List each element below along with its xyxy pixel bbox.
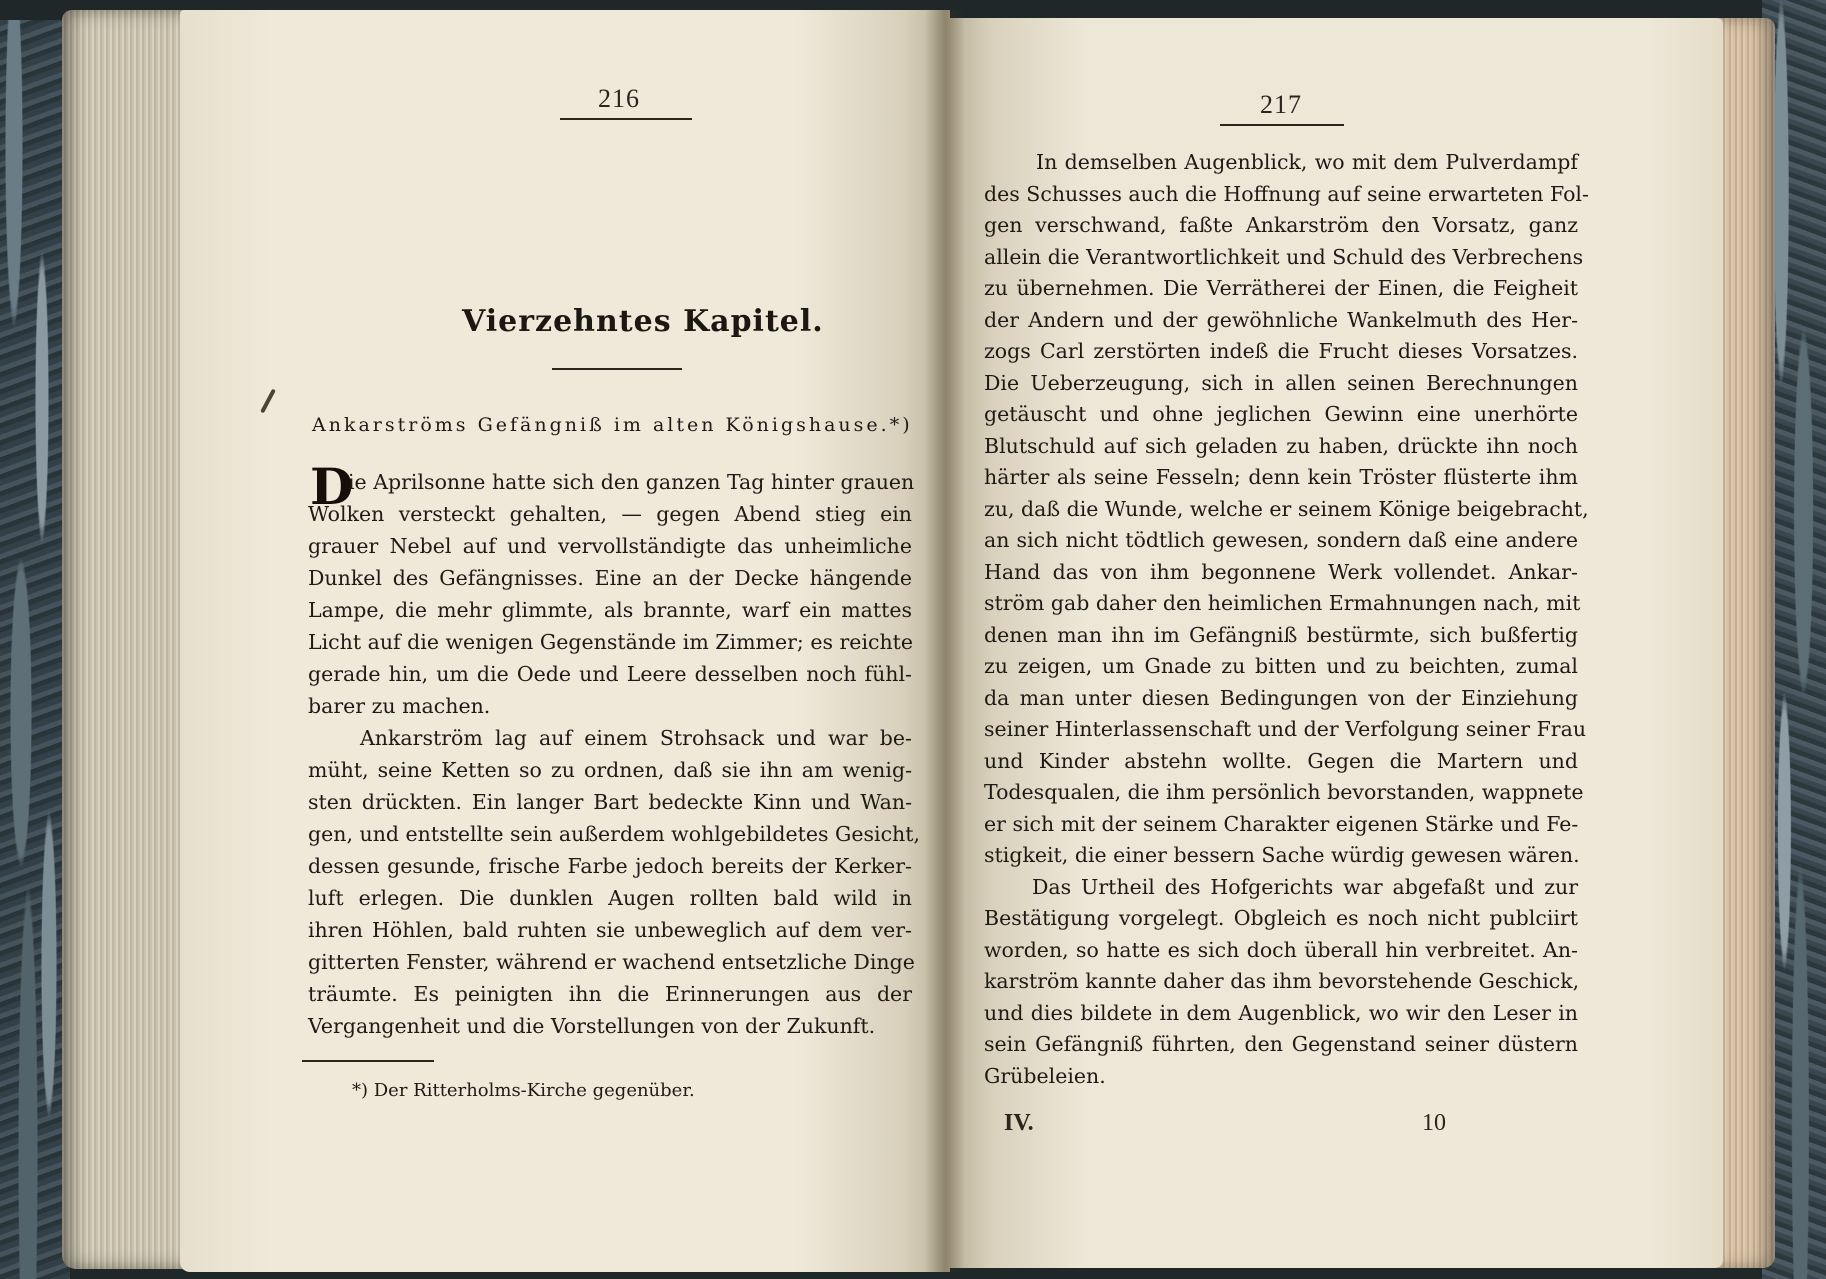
signature-volume: IV.	[1004, 1110, 1034, 1136]
right-page-number: 217	[1260, 90, 1302, 119]
text-line: und dies bildete in dem Augenblick, wo wir den Leser in	[984, 1000, 1578, 1025]
text-line: Hand das von ihm begonnene Werk vollendet. Ankar-	[984, 559, 1578, 584]
chapter-title-rule	[552, 368, 682, 370]
text-line: worden, so hatte es sich doch überall hin verbreitet. An-	[984, 937, 1578, 962]
page-block-left	[62, 10, 192, 1269]
text-line: karström kannte daher das ihm bevorstehende Geschick,	[984, 969, 1580, 993]
text-line: gerade hin, um die Oede und Leere desselben noch fühl-	[308, 662, 912, 686]
book-gutter	[925, 10, 965, 1272]
text-line: getäuscht und ohne jeglichen Gewinn eine unerhörte	[984, 402, 1578, 426]
text-line: ie Aprilsonne hatte sich den ganzen Tag hinter grauen	[348, 470, 915, 494]
page-block-right	[1715, 18, 1775, 1268]
text-line: denen man ihn im Gefängniß bestürmte, sich bußfertig	[984, 622, 1578, 647]
footnote-rule	[302, 1060, 434, 1062]
text-line: Vergangenheit und die Vorstellungen von der Zukunft.	[308, 1014, 876, 1038]
text-line: zogs Carl zerstörten indeß die Frucht dieses Vorsatzes.	[984, 339, 1578, 363]
text-line: grauer Nebel auf und vervollständigte das unheimliche	[308, 534, 912, 558]
drop-cap: D	[310, 457, 354, 516]
text-line: Ankarström lag auf einem Strohsack und war be-	[360, 726, 912, 750]
text-line: seiner Hinterlassenschaft und der Verfolgung seiner Frau	[984, 717, 1587, 741]
text-line: Bestätigung vorgelegt. Obgleich es noch nicht publciirt	[984, 906, 1578, 930]
text-line: ström gab daher den heimlichen Ermahnungen nach, mit	[984, 591, 1581, 615]
text-line: Die Ueberzeugung, sich in allen seinen Berechnungen	[984, 370, 1578, 395]
text-line: Todesqualen, die ihm persönlich bevorstanden, wappnete	[984, 780, 1584, 804]
text-line: an sich nicht tödtlich gewesen, sondern daß eine andere	[984, 528, 1578, 552]
text-line: Wolken versteckt gehalten, — gegen Abend stieg ein	[308, 502, 912, 526]
text-line: des Schusses auch die Hoffnung auf seine erwarteten Fol-	[984, 181, 1589, 206]
text-line: allein die Verantwortlichkeit und Schuld des Verbrechens	[984, 244, 1584, 269]
text-line: Licht auf die wenigen Gegenstände im Zimmer; es reichte	[308, 630, 914, 654]
text-line: In demselben Augenblick, wo mit dem Pulverdampf	[1036, 150, 1578, 174]
text-line: gen verschwand, faßte Ankarström den Vorsatz, ganz	[984, 213, 1578, 237]
text-line: sten drückten. Ein langer Bart bedeckte Kinn und Wan-	[308, 790, 912, 814]
chapter-subtitle: Ankarströms Gefängniß im alten Königshause.*)	[312, 414, 913, 436]
text-line: zu übernehmen. Die Verrätherei der Einen, die Feigheit	[984, 276, 1578, 300]
left-page-number: 216	[598, 84, 640, 113]
text-line: der Andern und der gewöhnliche Wankelmuth des Her-	[984, 307, 1578, 332]
text-line: träumte. Es peinigten ihn die Erinnerungen aus der	[308, 982, 912, 1006]
text-line: er sich mit der seinem Charakter eigenen Stärke und Fe-	[984, 811, 1579, 836]
chapter-title: Vierzehntes Kapitel.	[462, 304, 824, 339]
text-line: da man unter diesen Bedingungen von der Einziehung	[984, 685, 1578, 710]
text-line: Blutschuld auf sich geladen zu haben, drückte ihn noch	[984, 433, 1578, 458]
text-line: Dunkel des Gefängnisses. Eine an der Decke hängende	[308, 566, 912, 590]
text-line: zu, daß die Wunde, welche er seinem Könige beigebracht,	[984, 496, 1589, 521]
text-line: härter als seine Fesseln; denn kein Tröster flüsterte ihm	[984, 465, 1578, 489]
left-header-rule	[560, 118, 692, 120]
text-line: luft erlegen. Die dunklen Augen rollten bald wild in	[308, 886, 912, 910]
text-line: ihren Höhlen, bald ruhten sie unbeweglich auf dem ver-	[308, 918, 912, 942]
text-line: stigkeit, die einer bessern Sache würdig gewesen wären.	[984, 843, 1580, 867]
footnote: *) Der Ritterholms-Kirche gegenüber.	[352, 1080, 695, 1101]
text-line: barer zu machen.	[308, 694, 491, 718]
text-line: und Kinder abstehn wollte. Gegen die Martern und	[984, 748, 1578, 773]
right-header-rule	[1220, 124, 1344, 126]
text-line: Das Urtheil des Hofgerichts war abgefaßt und zur	[1032, 874, 1578, 899]
text-line: Grübeleien.	[984, 1063, 1106, 1088]
text-line: sein Gefängniß führten, den Gegenstand seiner düstern	[984, 1032, 1578, 1056]
text-line: gen, und entstellte sein außerdem wohlgebildetes Gesicht,	[308, 822, 921, 846]
signature-number: 10	[1422, 1110, 1446, 1136]
text-line: dessen gesunde, frische Farbe jedoch bereits der Kerker-	[308, 854, 912, 878]
marbled-cover-left	[0, 20, 70, 1279]
text-line: müht, seine Ketten so zu ordnen, daß sie ihn am wenig-	[308, 758, 912, 782]
text-line: gitterten Fenster, während er wachend entsetzliche Dinge	[308, 950, 915, 974]
text-line: Lampe, die mehr glimmte, als brannte, warf ein mattes	[308, 598, 912, 622]
text-line: zu zeigen, um Gnade zu bitten und zu beichten, zumal	[984, 654, 1578, 678]
